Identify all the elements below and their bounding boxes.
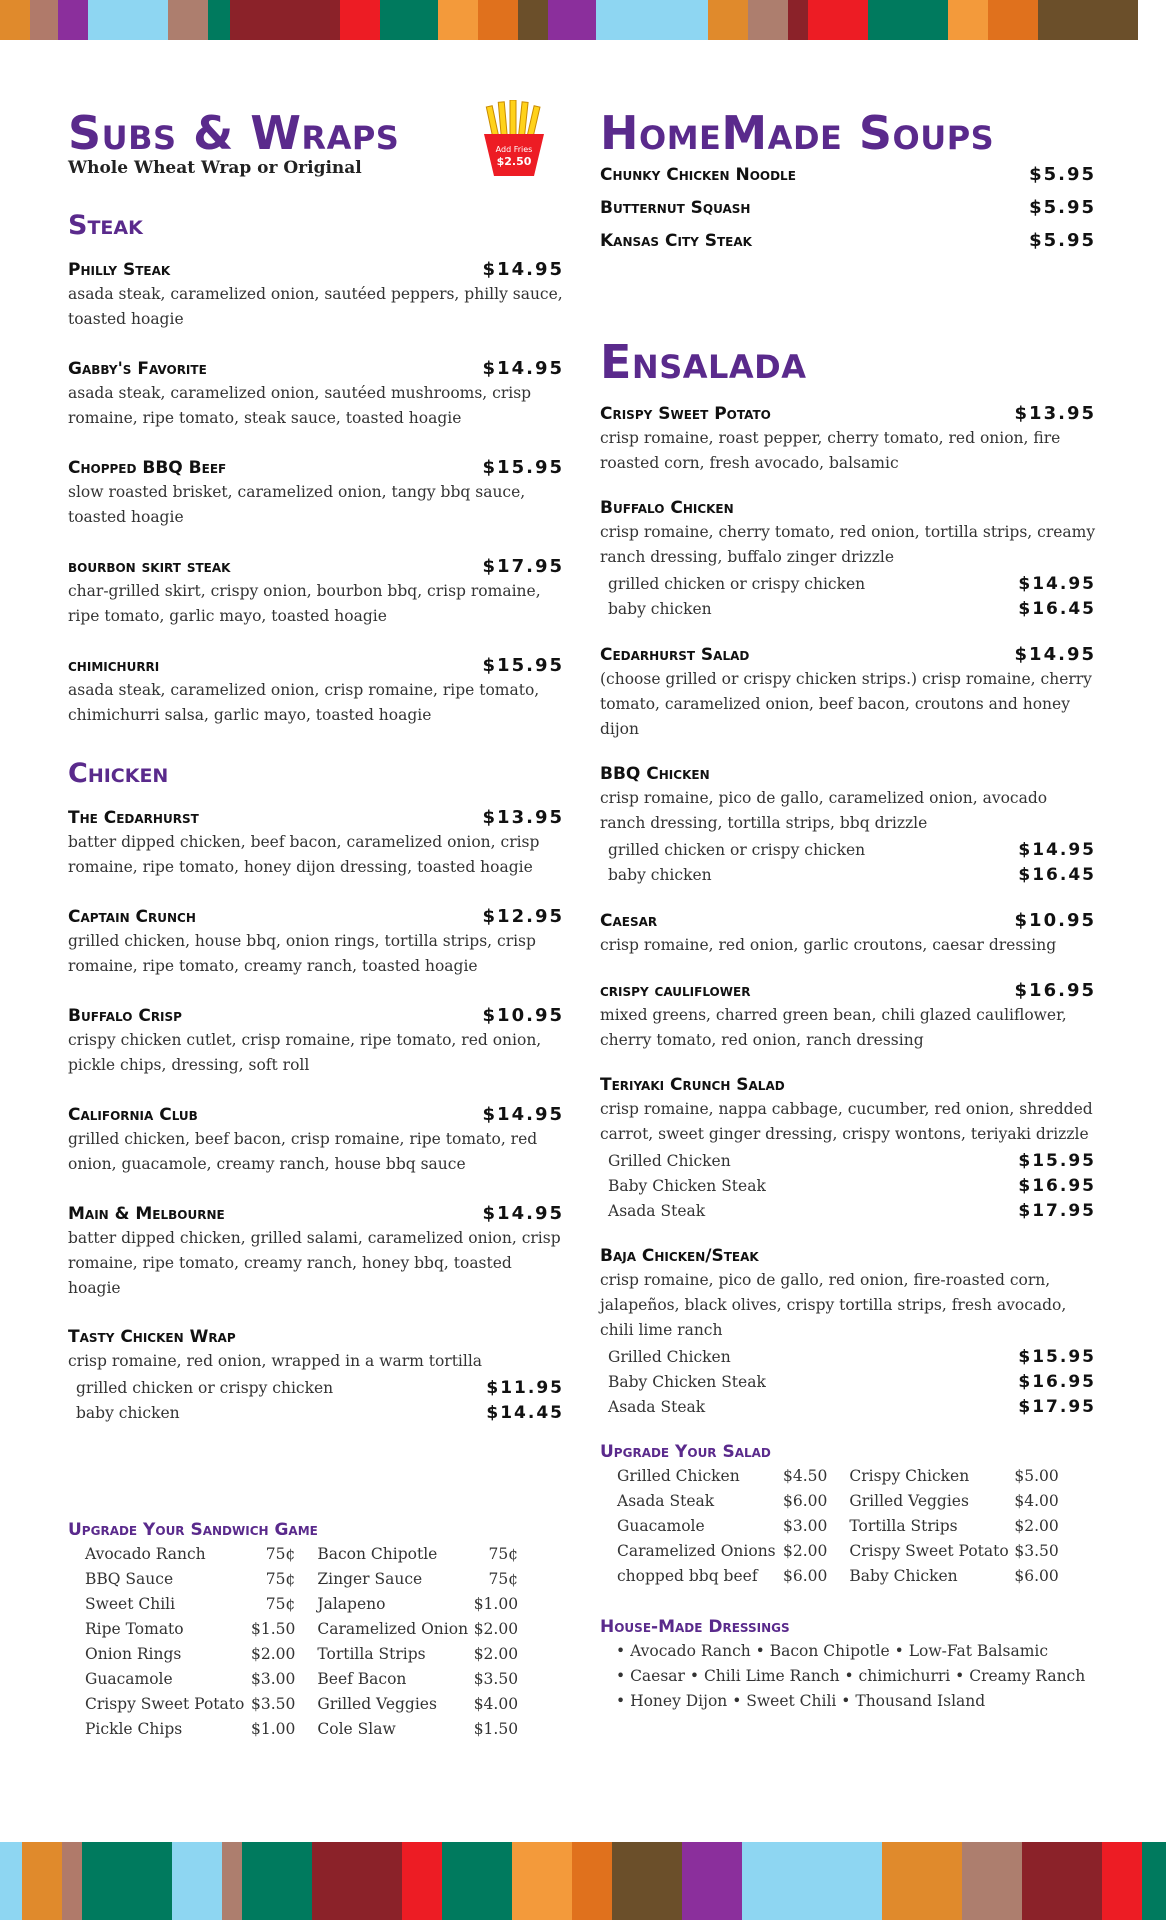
addon-row (617, 1539, 1059, 1564)
menu-item (68, 358, 564, 431)
item-desc: crisp romaine, roast pepper, cherry tomato, red onion, fire roasted corn, fresh avocado, balsamic (600, 429, 1061, 472)
stripe-segment (882, 1842, 962, 1920)
stripe-segment (518, 0, 548, 40)
stripe-segment (1022, 1842, 1102, 1920)
item-desc: char-grilled skirt, crispy onion, bourbon bbq, crisp romaine, ripe tomato, garlic mayo, toasted hoagie (68, 582, 541, 625)
menu-item (68, 457, 564, 530)
addon-name: Grilled Veggies (317, 1695, 437, 1713)
addon-row (85, 1542, 518, 1567)
item-price: $15.95 (482, 457, 564, 478)
stripe-segment (572, 1842, 612, 1920)
addon-name: Avocado Ranch (85, 1545, 206, 1563)
item-option (68, 1401, 564, 1426)
stripe-segment (742, 1842, 792, 1920)
item-price: $14.95 (1014, 644, 1096, 665)
addon-name: Crispy Sweet Potato (849, 1542, 1009, 1560)
option-label: Asada Steak (608, 1398, 706, 1416)
item-desc: asada steak, caramelized onion, sautéed peppers, philly sauce, toasted hoagie (68, 285, 563, 328)
stripe-segment (312, 1842, 402, 1920)
addon-name: Crispy Sweet Potato (85, 1695, 245, 1713)
item-desc: mixed greens, charred green bean, chili glazed cauliflower, cherry tomato, red onion, ranch dressing (600, 1006, 1067, 1049)
item-price: $13.95 (1014, 403, 1096, 424)
item-option (600, 863, 1096, 888)
option-label: grilled chicken or crispy chicken (76, 1379, 334, 1397)
stripe-segment (242, 1842, 312, 1920)
stripe-segment (340, 0, 380, 40)
option-price: $17.95 (1018, 1397, 1096, 1417)
menu-item (68, 1005, 564, 1078)
top-color-stripe (0, 0, 1166, 40)
menu-item (68, 1327, 564, 1426)
subs-subtitle: Whole Wheat Wrap or Original (68, 158, 362, 178)
stripe-segment (438, 0, 478, 40)
addon-price: $3.00 (251, 1670, 296, 1688)
item-name: Tasty Chicken Wrap (68, 1327, 236, 1347)
soup-name: Butternut Squash (600, 198, 751, 218)
menu-item (68, 1104, 564, 1177)
addon-price: $6.00 (1014, 1567, 1059, 1585)
addon-name: Tortilla Strips (849, 1517, 958, 1535)
addon-price: $2.00 (473, 1645, 519, 1663)
item-price: $10.95 (482, 1005, 564, 1026)
item-desc: batter dipped chicken, grilled salami, caramelized onion, crisp romaine, ripe tomato, creamy ranch, honey bbq, toasted hoagie (68, 1229, 561, 1297)
item-price: $15.95 (482, 655, 564, 676)
item-desc: crisp romaine, pico de gallo, red onion, fire-roasted corn, jalapeños, black olives, crispy tortilla strips, fresh avocado, chili lime ranch (600, 1271, 1067, 1339)
addon-price: 75¢ (488, 1570, 519, 1588)
item-name: California Club (68, 1105, 198, 1125)
salad-items (600, 403, 1096, 1420)
addon-name: Crispy Chicken (849, 1467, 970, 1485)
menu-item (600, 980, 1096, 1053)
stripe-segment (682, 1842, 742, 1920)
addon-name: Caramelized Onions (617, 1542, 776, 1560)
item-desc: grilled chicken, beef bacon, crisp romaine, ripe tomato, red onion, guacamole, creamy ranch, house bbq sauce (68, 1130, 538, 1173)
item-desc: crisp romaine, red onion, garlic croutons, caesar dressing (600, 936, 1057, 954)
option-price: $15.95 (1018, 1347, 1096, 1367)
menu-item (600, 764, 1096, 888)
stripe-segment (62, 1842, 82, 1920)
item-name: Cedarhurst Salad (600, 645, 750, 665)
stripe-segment (596, 0, 678, 40)
item-desc: crispy chicken cutlet, crisp romaine, ripe tomato, red onion, pickle chips, dressing, soft roll (68, 1031, 542, 1074)
stripe-segment (478, 0, 518, 40)
option-label: Baby Chicken Steak (608, 1373, 766, 1391)
option-label: grilled chicken or crispy chicken (608, 575, 866, 593)
menu-item (600, 403, 1096, 476)
stripe-segment (222, 1842, 242, 1920)
item-option (600, 1199, 1096, 1224)
soup-name: Kansas City Steak (600, 231, 752, 251)
menu-item (68, 906, 564, 979)
stripe-segment (988, 0, 1038, 40)
item-desc: asada steak, caramelized onion, crisp romaine, ripe tomato, chimichurri salsa, garlic mayo, toasted hoagie (68, 681, 540, 724)
addon-name: Ripe Tomato (85, 1620, 184, 1638)
item-desc: slow roasted brisket, caramelized onion, tangy bbq sauce, toasted hoagie (68, 483, 526, 526)
soup-item (600, 197, 1096, 230)
dressings-list (600, 1639, 1096, 1714)
addon-price: 75¢ (488, 1545, 519, 1563)
addon-price: $3.50 (1014, 1542, 1059, 1560)
chicken-items (68, 807, 564, 1301)
addon-name: Sweet Chili (85, 1595, 176, 1613)
addon-row (617, 1489, 1059, 1514)
stripe-segment (380, 0, 438, 40)
addon-name: Guacamole (617, 1517, 705, 1535)
steak-items (68, 259, 564, 728)
menu-item (68, 807, 564, 880)
addon-row (617, 1564, 1059, 1589)
item-desc: crisp romaine, pico de gallo, caramelized onion, avocado ranch dressing, tortilla strips, bbq drizzle (600, 789, 1048, 832)
option-price: $14.95 (1018, 840, 1096, 860)
item-desc: batter dipped chicken, beef bacon, caramelized onion, crisp romaine, ripe tomato, honey dijon dressing, toasted hoagie (68, 833, 540, 876)
menu-item (600, 1246, 1096, 1420)
menu-item (600, 644, 1096, 742)
addon-name: Jalapeno (317, 1595, 386, 1613)
subs-wraps-column (68, 106, 564, 1742)
stripe-segment (868, 0, 948, 40)
soup-price: $5.95 (1029, 164, 1096, 185)
menu-item (68, 259, 564, 332)
item-name: chimichurri (68, 656, 160, 676)
stripe-segment (962, 1842, 1022, 1920)
fries-badge-price: $2.50 (496, 155, 532, 168)
item-name: Chopped BBQ Beef (68, 458, 227, 478)
addon-price: $3.50 (251, 1695, 296, 1713)
menu-item (600, 910, 1096, 958)
addon-name: Onion Rings (85, 1645, 182, 1663)
item-option (600, 597, 1096, 622)
addon-name: Asada Steak (617, 1492, 715, 1510)
option-price: $16.45 (1018, 599, 1096, 619)
addon-price: $2.00 (251, 1645, 296, 1663)
menu-item (68, 556, 564, 629)
item-name: Buffalo Crisp (68, 1006, 182, 1026)
option-label: Grilled Chicken (608, 1152, 731, 1170)
addon-row (85, 1717, 518, 1742)
option-label: baby chicken (76, 1404, 180, 1422)
item-name: Buffalo Chicken (600, 498, 734, 518)
stripe-segment (30, 0, 58, 40)
stripe-segment (230, 0, 340, 40)
item-name: Philly Steak (68, 260, 171, 280)
stripe-segment (808, 0, 868, 40)
item-desc: crisp romaine, cherry tomato, red onion, tortilla strips, creamy ranch dressing, buffalo zinger drizzle (600, 523, 1096, 566)
sandwich-addons-table (85, 1542, 518, 1742)
addon-row (617, 1464, 1059, 1489)
stripe-segment (168, 0, 208, 40)
item-name: Crispy Sweet Potato (600, 404, 771, 424)
item-option (600, 838, 1096, 863)
addon-name: chopped bbq beef (617, 1567, 758, 1585)
item-price: $10.95 (1014, 910, 1096, 931)
chicken-section-title: Chicken (68, 758, 169, 789)
item-price: $14.95 (482, 1104, 564, 1125)
addon-name: Guacamole (85, 1670, 173, 1688)
stripe-segment (88, 0, 168, 40)
addon-name: Zinger Sauce (317, 1570, 423, 1588)
menu-item (600, 1075, 1096, 1224)
option-price: $16.95 (1018, 1372, 1096, 1392)
dressing-line: • Honey Dijon • Sweet Chili • Thousand Island (616, 1692, 986, 1710)
stripe-segment (208, 0, 230, 40)
item-name: Gabby's Favorite (68, 359, 207, 379)
stripe-segment (748, 0, 788, 40)
addon-name: Baby Chicken (849, 1567, 958, 1585)
item-price: $17.95 (482, 556, 564, 577)
addon-row (85, 1567, 518, 1592)
item-desc: grilled chicken, house bbq, onion rings, tortilla strips, crisp romaine, ripe tomato, creamy ranch, toasted hoagie (68, 932, 536, 975)
item-desc: (choose grilled or crispy chicken strips.) crisp romaine, cherry tomato, caramelized onion, beef bacon, croutons and honey dijon (600, 670, 1092, 738)
addon-price: 75¢ (265, 1595, 296, 1613)
dressing-line: • Avocado Ranch • Bacon Chipotle • Low-Fat Balsamic (616, 1642, 1049, 1660)
soup-item (600, 230, 1096, 263)
option-price: $11.95 (486, 1378, 564, 1398)
stripe-segment (792, 1842, 882, 1920)
upgrade-salad-title: Upgrade Your Salad (600, 1442, 771, 1462)
addon-name: Grilled Veggies (849, 1492, 969, 1510)
menu-item (600, 498, 1096, 622)
salad-addons-table (617, 1464, 1059, 1589)
stripe-segment (402, 1842, 442, 1920)
soup-item (600, 164, 1096, 197)
item-name: Teriyaki Crunch Salad (600, 1075, 785, 1095)
addon-price: $5.00 (1014, 1467, 1059, 1485)
item-option (600, 1149, 1096, 1174)
stripe-segment (22, 1842, 62, 1920)
addon-price: $4.50 (783, 1467, 828, 1485)
option-price: $17.95 (1018, 1201, 1096, 1221)
addon-row (85, 1692, 518, 1717)
item-price: $16.95 (1014, 980, 1096, 1001)
item-option (68, 1376, 564, 1401)
item-desc: crisp romaine, nappa cabbage, cucumber, red onion, shredded carrot, sweet ginger dressing, crispy wontons, teriyaki drizzle (600, 1100, 1093, 1143)
menu-item (68, 1203, 564, 1301)
addon-name: Cole Slaw (317, 1720, 396, 1738)
addon-price: 75¢ (265, 1545, 296, 1563)
addon-price: $4.00 (473, 1695, 519, 1713)
soup-price: $5.95 (1029, 230, 1096, 251)
item-option (600, 1174, 1096, 1199)
soup-name: Chunky Chicken Noodle (600, 165, 796, 185)
stripe-segment (442, 1842, 512, 1920)
stripe-segment (548, 0, 596, 40)
stripe-segment (612, 1842, 682, 1920)
stripe-segment (58, 0, 88, 40)
menu-item (68, 655, 564, 728)
addon-name: Grilled Chicken (617, 1467, 740, 1485)
addon-name: Pickle Chips (85, 1720, 183, 1738)
option-price: $14.45 (486, 1403, 564, 1423)
addon-name: Tortilla Strips (317, 1645, 426, 1663)
item-option (600, 1370, 1096, 1395)
option-price: $15.95 (1018, 1151, 1096, 1171)
addon-name: BBQ Sauce (85, 1570, 174, 1588)
soups-title: HomeMade Soups (600, 106, 995, 160)
item-price: $14.95 (482, 358, 564, 379)
item-option (600, 1345, 1096, 1370)
addon-name: Caramelized Onion (317, 1620, 469, 1638)
item-price: $13.95 (482, 807, 564, 828)
addon-row (85, 1667, 518, 1692)
item-desc: crisp romaine, red onion, wrapped in a warm tortilla (68, 1352, 483, 1370)
item-name: Main & Melbourne (68, 1204, 225, 1224)
addon-price: $2.00 (783, 1542, 828, 1560)
item-name: bourbon skirt steak (68, 557, 231, 577)
addon-price: $2.00 (473, 1620, 519, 1638)
fries-badge-label: Add Fries (495, 145, 533, 154)
item-price: $14.95 (482, 1203, 564, 1224)
option-label: baby chicken (608, 866, 712, 884)
item-price: $14.95 (482, 259, 564, 280)
addon-name: Beef Bacon (317, 1670, 407, 1688)
item-option (600, 1395, 1096, 1420)
option-label: grilled chicken or crispy chicken (608, 841, 866, 859)
addon-row (85, 1642, 518, 1667)
addon-price: $3.50 (473, 1670, 519, 1688)
option-label: baby chicken (608, 600, 712, 618)
item-desc: asada steak, caramelized onion, sautéed mushrooms, crisp romaine, ripe tomato, steak sauce, toasted hoagie (68, 384, 532, 427)
stripe-segment (708, 0, 748, 40)
option-label: Grilled Chicken (608, 1348, 731, 1366)
item-name: The Cedarhurst (68, 808, 199, 828)
subs-title: Subs & Wraps (68, 106, 400, 160)
stripe-segment (948, 0, 988, 40)
addon-row (85, 1592, 518, 1617)
addon-price: $4.00 (1014, 1492, 1059, 1510)
stripe-segment (1038, 0, 1138, 40)
stripe-segment (1102, 1842, 1142, 1920)
addon-price: $1.00 (473, 1595, 519, 1613)
stripe-segment (0, 1842, 22, 1920)
dressings-title: House-Made Dressings (600, 1617, 790, 1637)
addon-price: $2.00 (1014, 1517, 1059, 1535)
item-name: Baja Chicken/Steak (600, 1246, 759, 1266)
upgrade-sandwich-title: Upgrade Your Sandwich Game (68, 1520, 318, 1540)
stripe-segment (788, 0, 808, 40)
bottom-color-stripe (0, 1842, 1166, 1920)
item-name: Captain Crunch (68, 907, 196, 927)
stripe-segment (678, 0, 708, 40)
addon-row (617, 1514, 1059, 1539)
soup-price: $5.95 (1029, 197, 1096, 218)
option-price: $16.95 (1018, 1176, 1096, 1196)
stripe-segment (512, 1842, 572, 1920)
option-label: Baby Chicken Steak (608, 1177, 766, 1195)
dressing-line: • Caesar • Chili Lime Ranch • chimichurri • Creamy Ranch (616, 1667, 1086, 1685)
option-price: $16.45 (1018, 865, 1096, 885)
addon-name: Bacon Chipotle (317, 1545, 438, 1563)
addon-price: $6.00 (783, 1492, 828, 1510)
addon-price: $1.50 (251, 1620, 296, 1638)
stripe-segment (1142, 1842, 1166, 1920)
addon-price: $1.50 (473, 1720, 519, 1738)
soup-items (600, 164, 1096, 263)
item-name: crispy cauliflower (600, 981, 751, 1001)
item-name: Caesar (600, 911, 658, 931)
addon-row (85, 1617, 518, 1642)
item-name: BBQ Chicken (600, 764, 710, 784)
soups-salads-column (600, 106, 1096, 1714)
steak-section-title: Steak (68, 210, 143, 241)
option-label: Asada Steak (608, 1202, 706, 1220)
stripe-segment (172, 1842, 222, 1920)
addon-price: $3.00 (783, 1517, 828, 1535)
addon-price: $6.00 (783, 1567, 828, 1585)
item-option (600, 572, 1096, 597)
item-price: $12.95 (482, 906, 564, 927)
addon-price: $1.00 (251, 1720, 296, 1738)
addon-price: 75¢ (265, 1570, 296, 1588)
ensalada-title: Ensalada (600, 335, 807, 389)
option-price: $14.95 (1018, 574, 1096, 594)
stripe-segment (82, 1842, 172, 1920)
stripe-segment (0, 0, 30, 40)
